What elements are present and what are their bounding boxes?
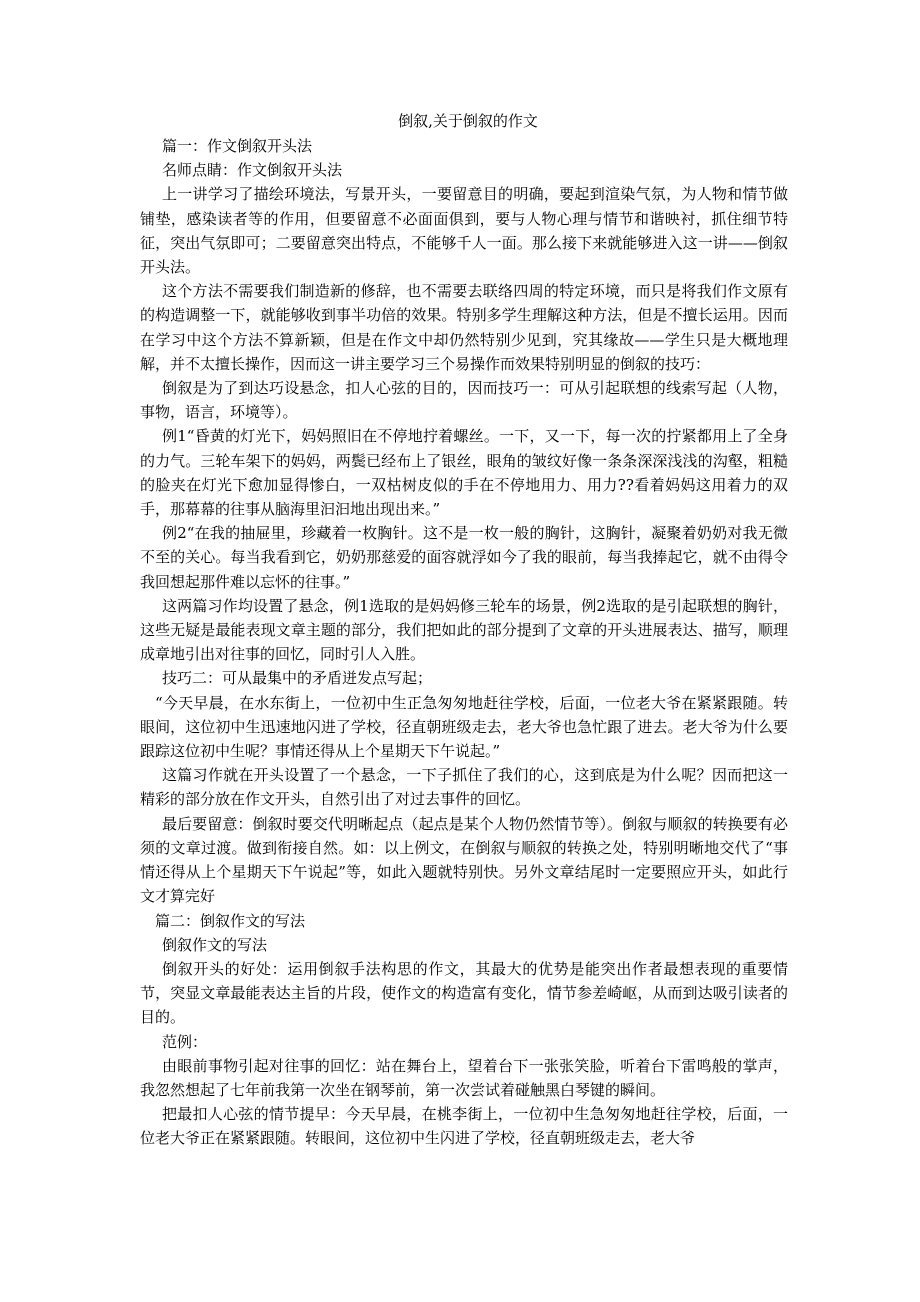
paragraph-12: 最后要留意：倒叙时要交代明晰起点（起点是某个人物仍然情节等）。倒叙与顺叙的转换要有必须的文章过渡。做到衔接自然。如：以上例文，在倒叙与顺叙的转换之处，特别明晰地交代了“事情还得从上个星期天下午说起”等，如此入题就特别快。另外文章结尾时一定要照应开头，如此行文才算完好	[140, 814, 788, 906]
paragraph-5: 倒叙是为了到达巧设悬念，扣人心弦的目的，因而技巧一：可从引起联想的线索写起（人物，事物，语言，环境等）。	[140, 379, 788, 422]
paragraph-6: 例1“昏黄的灯光下，妈妈照旧在不停地拧着螺丝。一下，又一下，每一次的拧紧都用上了全身的力气。三轮车架下的妈妈，两鬓已经布上了银丝，眼角的皱纹好像一条条深深浅浅的沟壑，粗糙的脸夹在灯光下愈加显得惨白，一双枯树皮似的手在不停地用力、用力??看着妈妈这用着力的双手，那幕幕的往事从脑海里汩汩地出现出来。”	[140, 427, 788, 519]
paragraph-2: 名师点睛：作文倒叙开头法	[162, 161, 343, 180]
document-title: 倒叙,关于倒叙的作文	[398, 112, 538, 130]
paragraph-18: 把最扣人心弦的情节提早：今天早晨，在桃李街上，一位初中生急匆匆地赶往学校，后面，一位老大爷正在紧紧跟随。转眼间，这位初中生闪进了学校，径直朝班级走去，老大爷	[140, 1105, 788, 1148]
paragraph-8: 这两篇习作均设置了悬念，例1选取的是妈妈修三轮车的场景，例2选取的是引起联想的胸针，这些无疑是最能表现文章主题的部分，我们把如此的部分提到了文章的开头进展表达、描写，顺理成章地引出对往事的回忆，同时引人入胜。	[140, 596, 788, 664]
paragraph-15: 倒叙开头的好处：运用倒叙手法构思的作文，其最大的优势是能突出作者最想表现的重要情节，突显文章最能表达主旨的片段，使作文的构造富有变化，情节参差崎岖，从而到达吸引读者的目的。	[140, 959, 788, 1027]
paragraph-3: 上一讲学习了描绘环境法，写景开头，一要留意目的明确，要起到渲染气氛，为人物和情节做铺垫，感染读者等的作用，但要留意不必面面俱到，要与人物心理与情节和谐映衬，抓住细节特征，突出气氛即可；二要留意突出特点，不能够千人一面。那么接下来就能够进入这一讲——倒叙开头法。	[140, 185, 788, 277]
paragraph-11: 这篇习作就在开头设置了一个悬念，一下子抓住了我们的心，这到底是为什么呢？因而把这一精彩的部分放在作文开头，自然引出了对过去事件的回忆。	[140, 766, 788, 809]
paragraph-10: “今天早晨，在水东街上，一位初中生正急匆匆地赶往学校，后面，一位老大爷在紧紧跟随。转眼间，这位初中生迅速地闪进了学校，径直朝班级走去，老大爷也急忙跟了进去。老大爷为什么要跟踪这位初中生呢？事情还得从上个星期天下午说起。”	[140, 693, 788, 761]
paragraph-17: 由眼前事物引起对往事的回忆：站在舞台上，望着台下一张张笑脸，听着台下雷鸣般的掌声，我忽然想起了七年前我第一次坐在钢琴前，第一次尝试着碰触黑白琴键的瞬间。	[140, 1056, 788, 1099]
paragraph-4: 这个方法不需要我们制造新的修辞，也不需要去联络四周的特定环境，而只是将我们作文原有的构造调整一下，就能够收到事半功倍的效果。特别多学生理解这种方法，但是不擅长运用。因而在学习中这个方法不算新颖，但是在作文中却仍然特别少见到，究其缘故——学生只是大概地理解，并不太擅长操作，因而这一讲主要学习三个易操作而效果特别明显的倒叙的技巧：	[140, 282, 788, 373]
paragraph-9: 技巧二：可从最集中的矛盾迸发点写起；	[162, 669, 433, 688]
paragraph-1: 篇一：作文倒叙开头法	[162, 137, 313, 155]
document-page	[140, 108, 788, 1151]
paragraph-7: 例2“在我的抽屉里，珍藏着一枚胸针。这不是一枚一般的胸针，这胸针，凝聚着奶奶对我无微不至的关心。每当我看到它，奶奶那慈爱的面容就浮如今了我的眼前，每当我捧起它，就不由得令我回想起那件难以忘怀的往事。”	[140, 524, 788, 591]
paragraph-16: 范例：	[162, 1032, 208, 1051]
paragraph-13: 篇二：倒叙作文的写法	[155, 911, 306, 930]
paragraph-14: 倒叙作文的写法	[162, 935, 268, 954]
